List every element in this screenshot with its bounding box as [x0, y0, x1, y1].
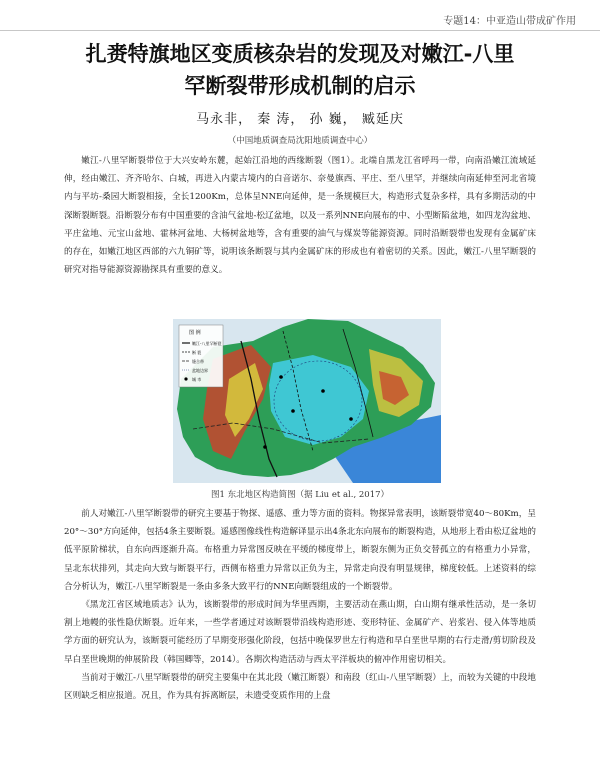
city-marker	[279, 375, 283, 379]
paragraph: 前人对嫩江-八里罕断裂带的研究主要基于物探、遥感、重力等方面的资料。物探异常表明，该断裂带宽40～80Km，呈20°～30°方向延伸，包括4条主要断裂。遥感图像线性构造解译显示出4条北东向展布的断裂构造，从地形上看由松辽盆地的低平原阶梯状，自东向西逐渐升高。布格重力异常图反映在平缓的梯度带上，断裂东侧为正负交替孤立的有格重力小异常，呈北东状排列，其走向大致与断裂平行，西侧布格重力异常以正负为主，异常走向没有明显规律，梯度较低。上述资料的综合分析认为，嫩江-八里罕断裂是一条由多条大致平行的NNE向断裂组成的一个断裂带。	[64, 509, 536, 592]
city-marker	[263, 445, 267, 449]
paper-title-line-2: 罕断裂带形成机制的启示	[184, 74, 416, 98]
legend-title: 图 例	[189, 330, 201, 336]
paper-title-line-1: 扎赉特旗地区变质核杂岩的发现及对嫩江-八里	[85, 42, 515, 66]
tectonic-map	[173, 319, 441, 483]
paragraph: 《黑龙江省区域地质志》认为，该断裂带的形成时间为华里西期，主要活动在燕山期，白山期有继承性活动，是一条切割上地幔的张性隐伏断裂。近年来，一些学者通过对该断裂带沿线构造形迹、变形特征、金属矿产、岩浆岩、侵入体等地质学方面的研究认为，该断裂可能经历了早期变形强化阶段，包括中晚保罗世左行构造和早白垩世早期的右行走滑/剪切阶段及早白垩世晚期的伸展阶段（韩国卿等，2014）。各期次构造活动与西太平洋板块的俯冲作用密切相关。	[64, 600, 536, 665]
legend-entry: 盆地边界	[192, 368, 208, 373]
legend-swatch	[184, 377, 187, 380]
legend-entry: 缝合带	[192, 359, 204, 364]
legend-entry: 嫩江-八里罕断裂	[192, 341, 222, 346]
paragraph: 当前对于嫩江-八里罕断裂带的研究主要集中在其北段（嫩江断裂）和南段（红山-八里罕断裂）上，而较为关键的中段地区则缺乏相应报道。况且，作为具有拆离断层，未遗受变质作用的上盘	[64, 672, 536, 702]
running-head: 专题14：中亚造山带成矿作用	[443, 16, 576, 27]
city-marker	[321, 389, 325, 393]
city-marker	[291, 409, 295, 413]
figure-caption: 图1 东北地区构造简图（据 Liu et al., 2017）	[210, 490, 390, 500]
intro-paragraphs	[64, 152, 536, 279]
tectonic-map-figure	[173, 319, 441, 483]
affiliation: （中国地质调查局沈阳地质调查中心）	[227, 136, 373, 146]
header-divider	[0, 30, 600, 31]
author-list: 马永非， 秦 涛， 孙 巍， 臧延庆	[196, 112, 404, 127]
body-paragraphs	[64, 505, 536, 705]
city-marker	[349, 417, 353, 421]
legend-entry: 断 裂	[192, 350, 202, 355]
legend-entry: 城 市	[192, 377, 202, 382]
paragraph: 嫩江-八里罕断裂带位于大兴安岭东麓，起始江沿地的西缘断裂（图1）。北端自黑龙江省呼玛一带，向南沿嫩江流域延伸，经由嫩江、齐齐哈尔、白城，再进入内蒙古境内的白音诺尔、奈曼旗西、平庄、至八里罕，并继续向南延伸至河北省境内与平坊-桑园大断裂相接，全长1200Km，总体呈NNE向延伸，是一条规模巨大，构造形式复杂多样，具有多期活动的中深断裂断裂。沿断裂分布有中国重要的含油气盆地-松辽盆地，以及一系列NNE向展布的中、小型断陷盆地，如四龙沟盆地、平庄盆地、元宝山盆地、霍林河盆地、大杨树盆地等，含有重要的油气与煤炭等能源资源。同时沿断裂带也发现有金属矿床的存在，如嫩江地区西部的六九铜矿等，说明该条断裂与其内金属矿床的形成也有着密切的关系。因此，嫩江-八里罕断裂的研究对指导能源资源勘探具有重要的意义。	[64, 156, 536, 276]
